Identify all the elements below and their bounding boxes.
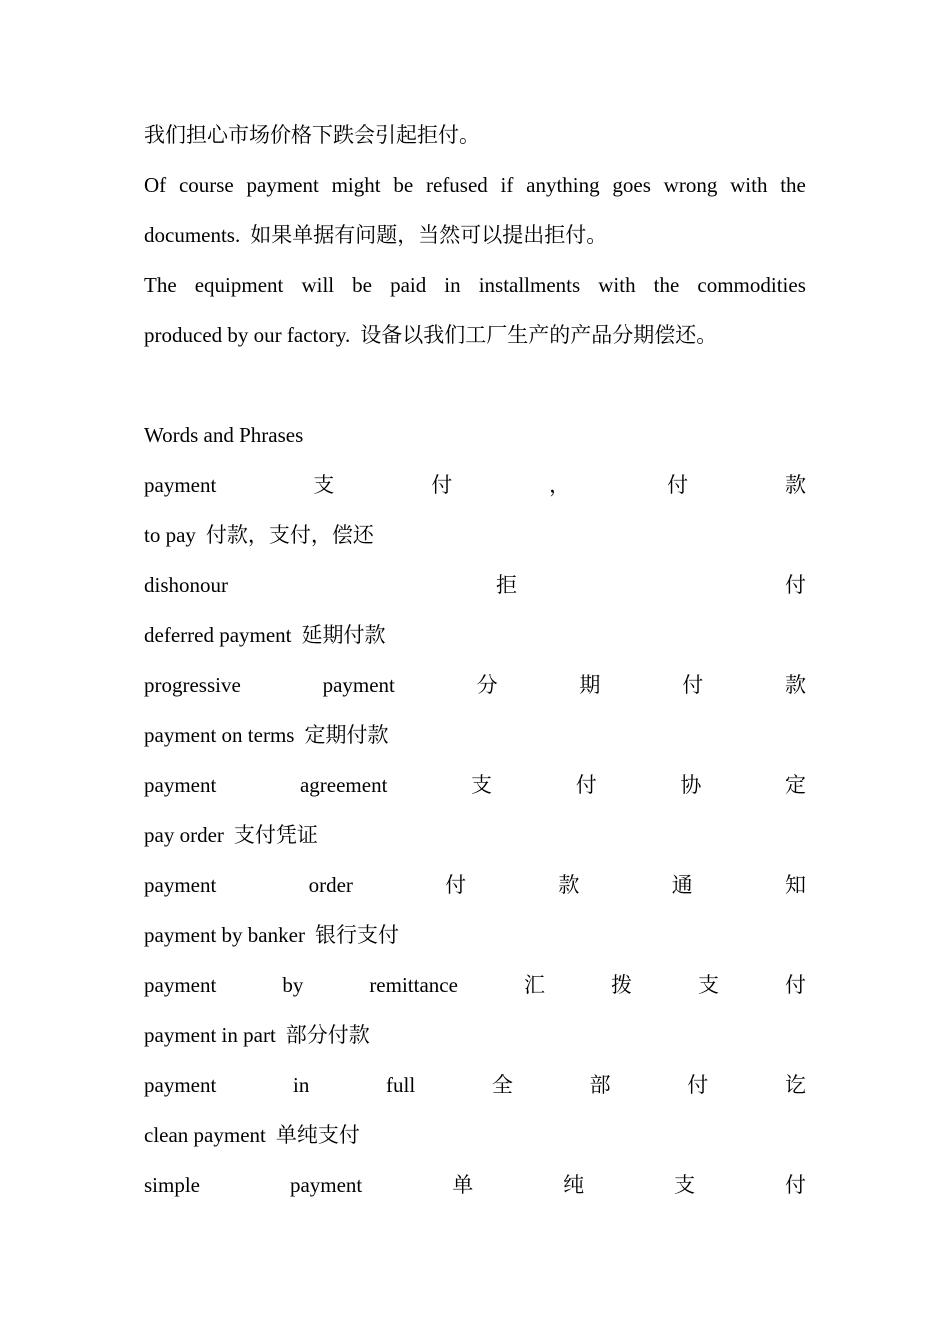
intro-line-3 [144, 220, 806, 250]
word: will [301, 273, 335, 297]
term-english: deferred payment [144, 623, 292, 647]
word: if [500, 173, 514, 197]
word: be [352, 273, 372, 297]
intro-line-5 [144, 320, 806, 350]
term-row [144, 970, 806, 1000]
heading-text: Words and Phrases [144, 423, 304, 447]
term-word: remittance [369, 973, 458, 997]
term-word: 付 [445, 873, 467, 897]
word: anything [526, 173, 600, 197]
term-english: payment by banker [144, 923, 305, 947]
term-word: 知 [784, 873, 806, 897]
term-word: 付 [431, 473, 453, 497]
term-word: 支 [697, 973, 719, 997]
term-word: 全 [491, 1073, 513, 1097]
word: the [653, 273, 680, 297]
intro-line-4 [144, 270, 806, 300]
term-word: 款 [784, 673, 806, 697]
term-row [144, 1120, 806, 1150]
term-row [144, 870, 806, 900]
term-row [144, 670, 806, 700]
word: payment [246, 173, 319, 197]
word: The [144, 273, 177, 297]
term-word: 付 [785, 1173, 806, 1197]
term-row [144, 820, 806, 850]
term-english: clean payment [144, 1123, 266, 1147]
term-chinese: 付款，支付，偿还 [205, 523, 374, 547]
term-word: in [293, 1073, 310, 1097]
word: commodities [697, 273, 806, 297]
intro-en-fragment: produced by our factory. [144, 323, 351, 347]
term-chinese: 定期付款 [304, 723, 389, 747]
term-chinese: 单纯支付 [275, 1123, 360, 1147]
term-word: 通 [671, 873, 693, 897]
term-word: 支 [313, 473, 335, 497]
intro-zh-sentence-1: 我们担心市场价格下跌会引起拒付。 [144, 123, 480, 147]
term-english: payment on terms [144, 723, 295, 747]
section-heading [144, 420, 806, 450]
term-english: pay order [144, 823, 224, 847]
term-word: 拨 [610, 973, 632, 997]
word: be [393, 173, 414, 197]
intro-zh-sentence-3: 设备以我们工厂生产的产品分期偿还。 [360, 323, 718, 347]
term-word: payment [144, 1073, 217, 1097]
word: course [178, 173, 234, 197]
term-word: agreement [299, 773, 388, 797]
term-word: 汇 [523, 973, 545, 997]
term-word: payment [289, 1173, 363, 1197]
term-row [144, 1070, 806, 1100]
term-english: to pay [144, 523, 196, 547]
intro-zh-sentence-2: 如果单据有问题，当然可以提出拒付。 [250, 223, 608, 247]
term-row [144, 1020, 806, 1050]
word: with [598, 273, 636, 297]
term-word: 定 [784, 773, 806, 797]
term-word: full [386, 1073, 416, 1097]
term-word: 付 [784, 973, 806, 997]
term-row [144, 570, 806, 600]
term-word: simple [144, 1173, 200, 1197]
term-word: 期 [579, 673, 601, 697]
term-word: payment [144, 873, 217, 897]
term-word: 付 [575, 773, 597, 797]
term-chinese: 部分付款 [285, 1023, 370, 1047]
term-word: 支 [674, 1173, 696, 1197]
term-word: 纯 [563, 1173, 585, 1197]
term-word: payment [144, 973, 217, 997]
term-word: 分 [476, 673, 498, 697]
intro-en-fragment: documents. [144, 223, 241, 247]
term-word: payment [144, 773, 217, 797]
word: installments [478, 273, 581, 297]
term-word: dishonour [144, 573, 228, 597]
term-word: order [308, 873, 353, 897]
term-word: 支 [471, 773, 493, 797]
term-row [144, 470, 806, 500]
term-word: 付 [785, 573, 806, 597]
word: refused [425, 173, 488, 197]
term-word: 款 [558, 873, 580, 897]
word: with [730, 173, 768, 197]
word: in [444, 273, 461, 297]
term-row [144, 720, 806, 750]
term-row [144, 920, 806, 950]
term-word: 单 [452, 1173, 474, 1197]
word: Of [144, 173, 167, 197]
term-word: 部 [589, 1073, 611, 1097]
word: wrong [663, 173, 718, 197]
term-word: 拒 [496, 573, 517, 597]
term-chinese: 延期付款 [301, 623, 386, 647]
word: the [780, 173, 806, 197]
term-word: 付 [687, 1073, 709, 1097]
term-word: 付 [667, 473, 689, 497]
word: equipment [194, 273, 284, 297]
term-word: 款 [785, 473, 806, 497]
word: goes [612, 173, 651, 197]
word: paid [390, 273, 427, 297]
term-chinese: 支付凭证 [233, 823, 318, 847]
term-word: ， [549, 473, 571, 497]
term-word: 讫 [784, 1073, 806, 1097]
term-english: payment in part [144, 1023, 276, 1047]
term-word: payment [322, 673, 395, 697]
term-row [144, 770, 806, 800]
intro-line-2 [144, 170, 806, 200]
word: might [331, 173, 381, 197]
term-row [144, 520, 806, 550]
term-word: payment [144, 473, 217, 497]
term-word: 付 [682, 673, 704, 697]
term-word: by [282, 973, 304, 997]
term-row [144, 620, 806, 650]
term-word: 协 [680, 773, 702, 797]
term-row [144, 1170, 806, 1200]
term-word: progressive [144, 673, 241, 697]
intro-line-1 [144, 120, 806, 150]
term-chinese: 银行支付 [314, 923, 399, 947]
